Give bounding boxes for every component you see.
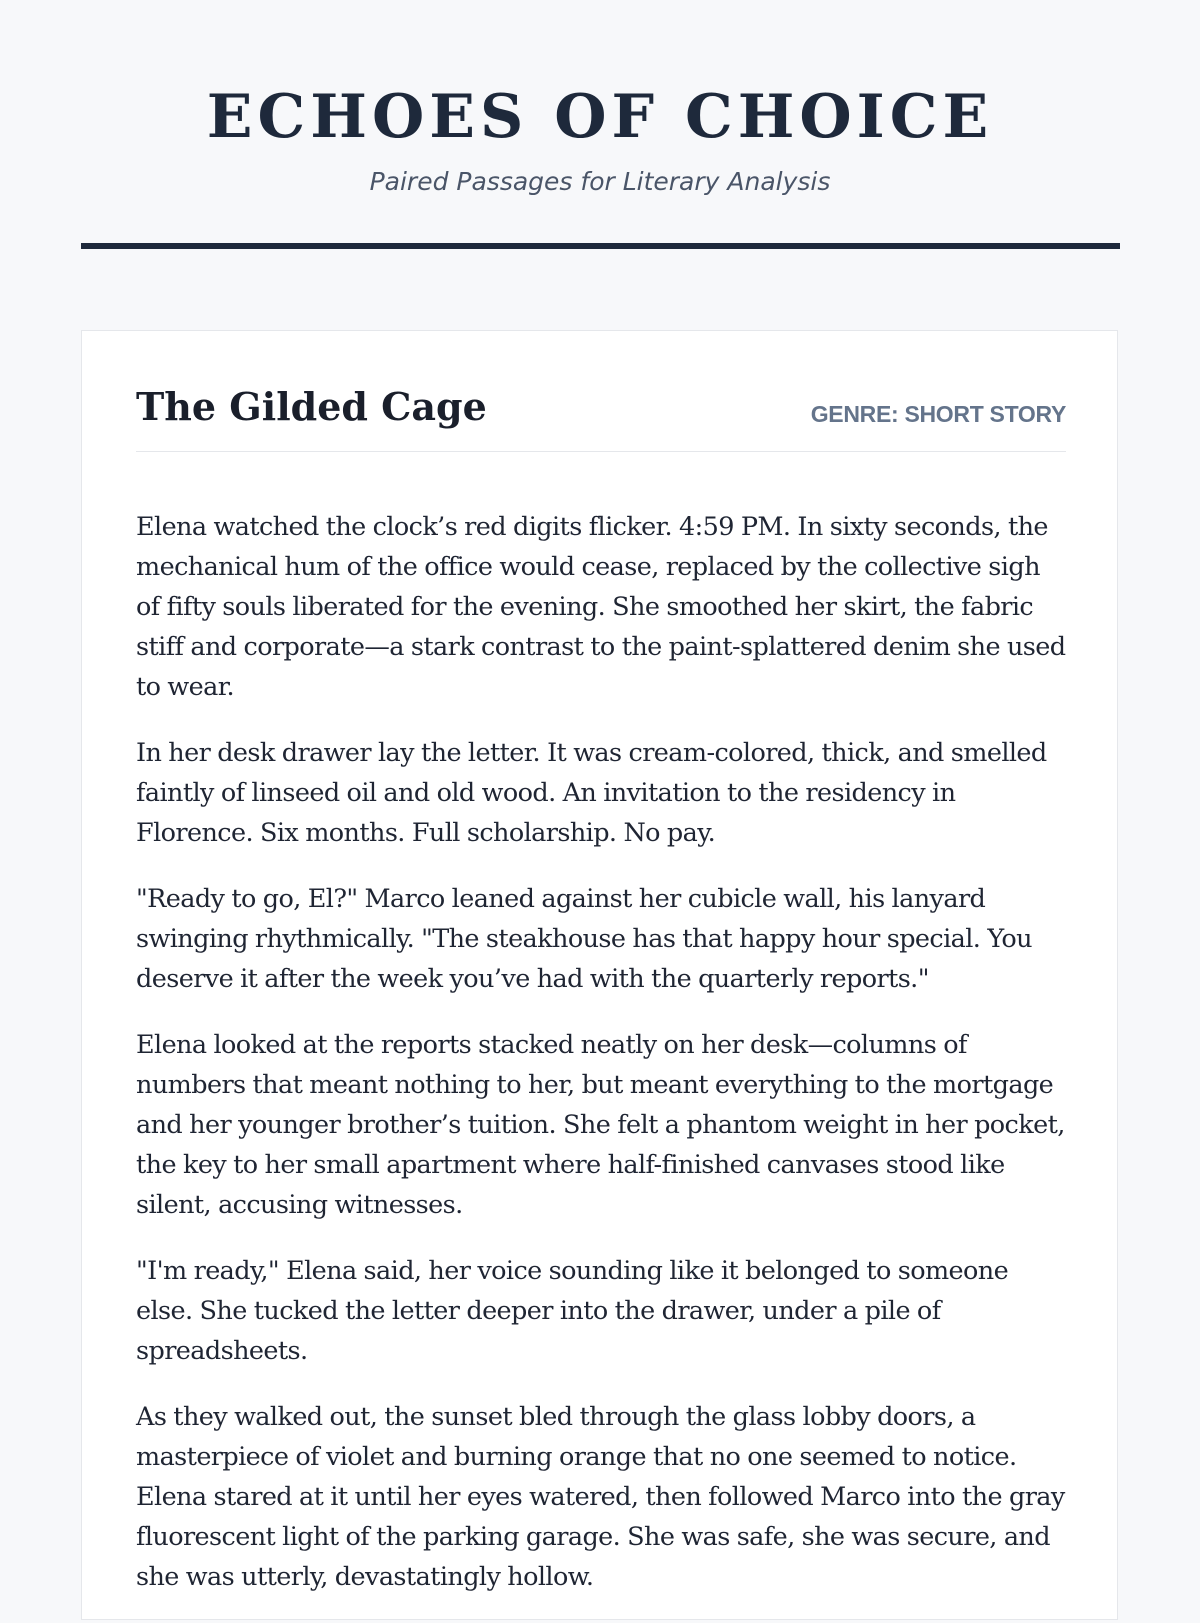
story-paragraph: Elena watched the clock’s red digits flicker. 4:59 PM. In sixty seconds, the mechanical hum of the office would cease, replaced by the collective sigh of fifty souls liberated for the evening. She smoothed her skirt, the fabric stiff and corporate—a stark contrast to the paint-splattered denim she used to wear. [136, 512, 1066, 702]
story-paragraph: As they walked out, the sunset bled through the glass lobby doors, a masterpiece of violet and burning orange that no one seemed to notice. Elena stared at it until her eyes watered, then followed Marco into the gray fluorescent light of the parking garage. She was safe, she was secure, and she was utterly, devastatingly hollow. [136, 1402, 1065, 1592]
story-body [136, 507, 1066, 1623]
site-subtitle: Paired Passages for Literary Analysis [369, 167, 831, 196]
story-card-header [136, 379, 1066, 452]
story-card [81, 330, 1118, 1620]
story-paragraph: "Ready to go, El?" Marco leaned against her cubicle wall, his lanyard swinging rhythmically. "The steakhouse has that happy hour special. You deserve it after the week you’ve had with the quarterly reports." [136, 884, 1032, 994]
story-paragraph: In her desk drawer lay the letter. It was cream-colored, thick, and smelled faintly of linseed oil and old wood. An invitation to the residency in Florence. Six months. Full scholarship. No pay. [136, 738, 1047, 848]
story-paragraph: "I'm ready," Elena said, her voice sounding like it belonged to someone else. She tucked the letter deeper into the drawer, under a pile of spreadsheets. [136, 1256, 1009, 1366]
story-title: The Gilded Cage [136, 384, 487, 429]
genre-label: GENRE: SHORT STORY [810, 401, 1066, 427]
header-divider [81, 243, 1120, 249]
page-header [0, 0, 1200, 260]
site-title: ECHOES OF CHOICE [206, 82, 994, 152]
story-paragraph: Elena looked at the reports stacked neatly on her desk—columns of numbers that meant nothing to her, but meant everything to the mortgage and her younger brother’s tuition. She felt a phantom weight in her pocket, the key to her small apartment where half-finished canvases stood like silent, accusing witnesses. [136, 1030, 1065, 1220]
